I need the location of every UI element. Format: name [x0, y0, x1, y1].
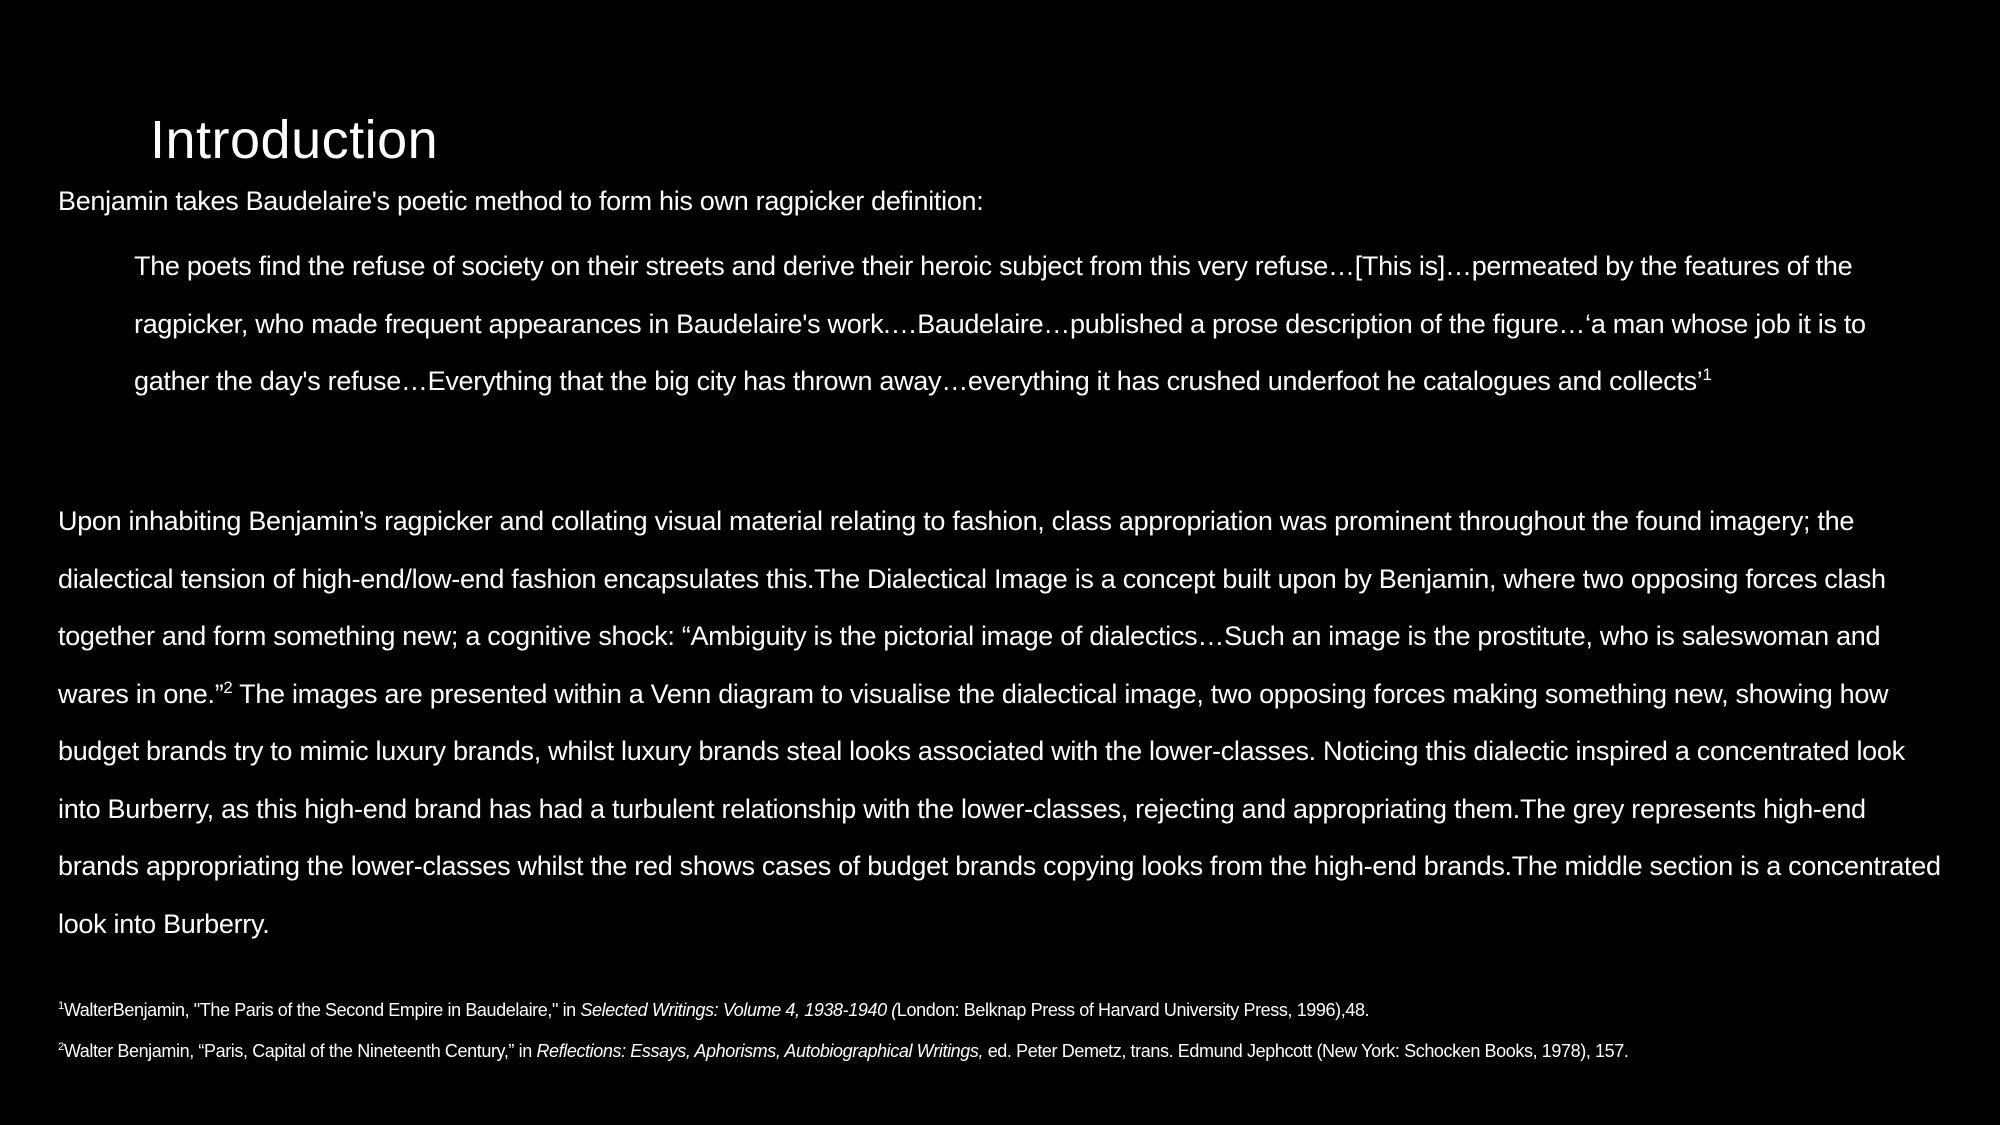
footnote-1: $^1$WalterBenjamin, "The Paris of the Second Empire in Baudelaire," in Selected Writings: Volume 4, 1938-1940 (London: Belknap Press of Harvard University Press, 1996),48. [58, 1000, 1370, 1020]
page-title: Introduction [150, 110, 439, 171]
intro-paragraph: Benjamin takes Baudelaire's poetic method to form his own ragpicker definition: [58, 186, 984, 216]
footnote-2: $^2$Walter Benjamin, “Paris, Capital of the Nineteenth Century,” in Reflections: Essays, Aphorisms, Autobiographical Writings, ed. Peter Demetz, trans. Edmund Jephcott (New York: Schocken Books, 1978), 157. [58, 1041, 1629, 1061]
block-quote: The poets find the refuse of society on their streets and derive their heroic subject from this very refuse…[This is]…permeated by the features of the ragpicker, who made frequent appearances in Baudelaire's work.…Baudelaire…published a prose description of the figure…‘a man whose job it is to gather the day's refuse…Everything that the big city has thrown away…everything it has crushed underfoot he catalogues and collects’$^1$ [134, 251, 1866, 396]
body-paragraph: Upon inhabiting Benjamin’s ragpicker and collating visual material relating to fashion, class appropriation was prominent throughout the found imagery; the dialectical tension of high-end/low-end fashion encapsulates this.The Dialectical Image is a concept built upon by Benjamin, where two opposing forces clash together and form something new; a cognitive shock: “Ambiguity is the pictorial image of dialectics…Such an image is the prostitute, who is saleswoman and wares in one.”$^2$ The images are presented within a Venn diagram to visualise the dialectical image, two opposing forces making something new, showing how budget brands try to mimic luxury brands, whilst luxury brands steal looks associated with the lower-classes. Noticing this dialectic inspired a concentrated look into Burberry, as this high-end brand has had a turbulent relationship with the lower-classes, rejecting and appropriating them.The grey represents high-end brands appropriating the lower-classes whilst the red shows cases of budget brands copying looks from the high-end brands.The middle section is a concentrated look into Burberry. [58, 506, 1941, 939]
footnotes [58, 990, 1983, 1072]
